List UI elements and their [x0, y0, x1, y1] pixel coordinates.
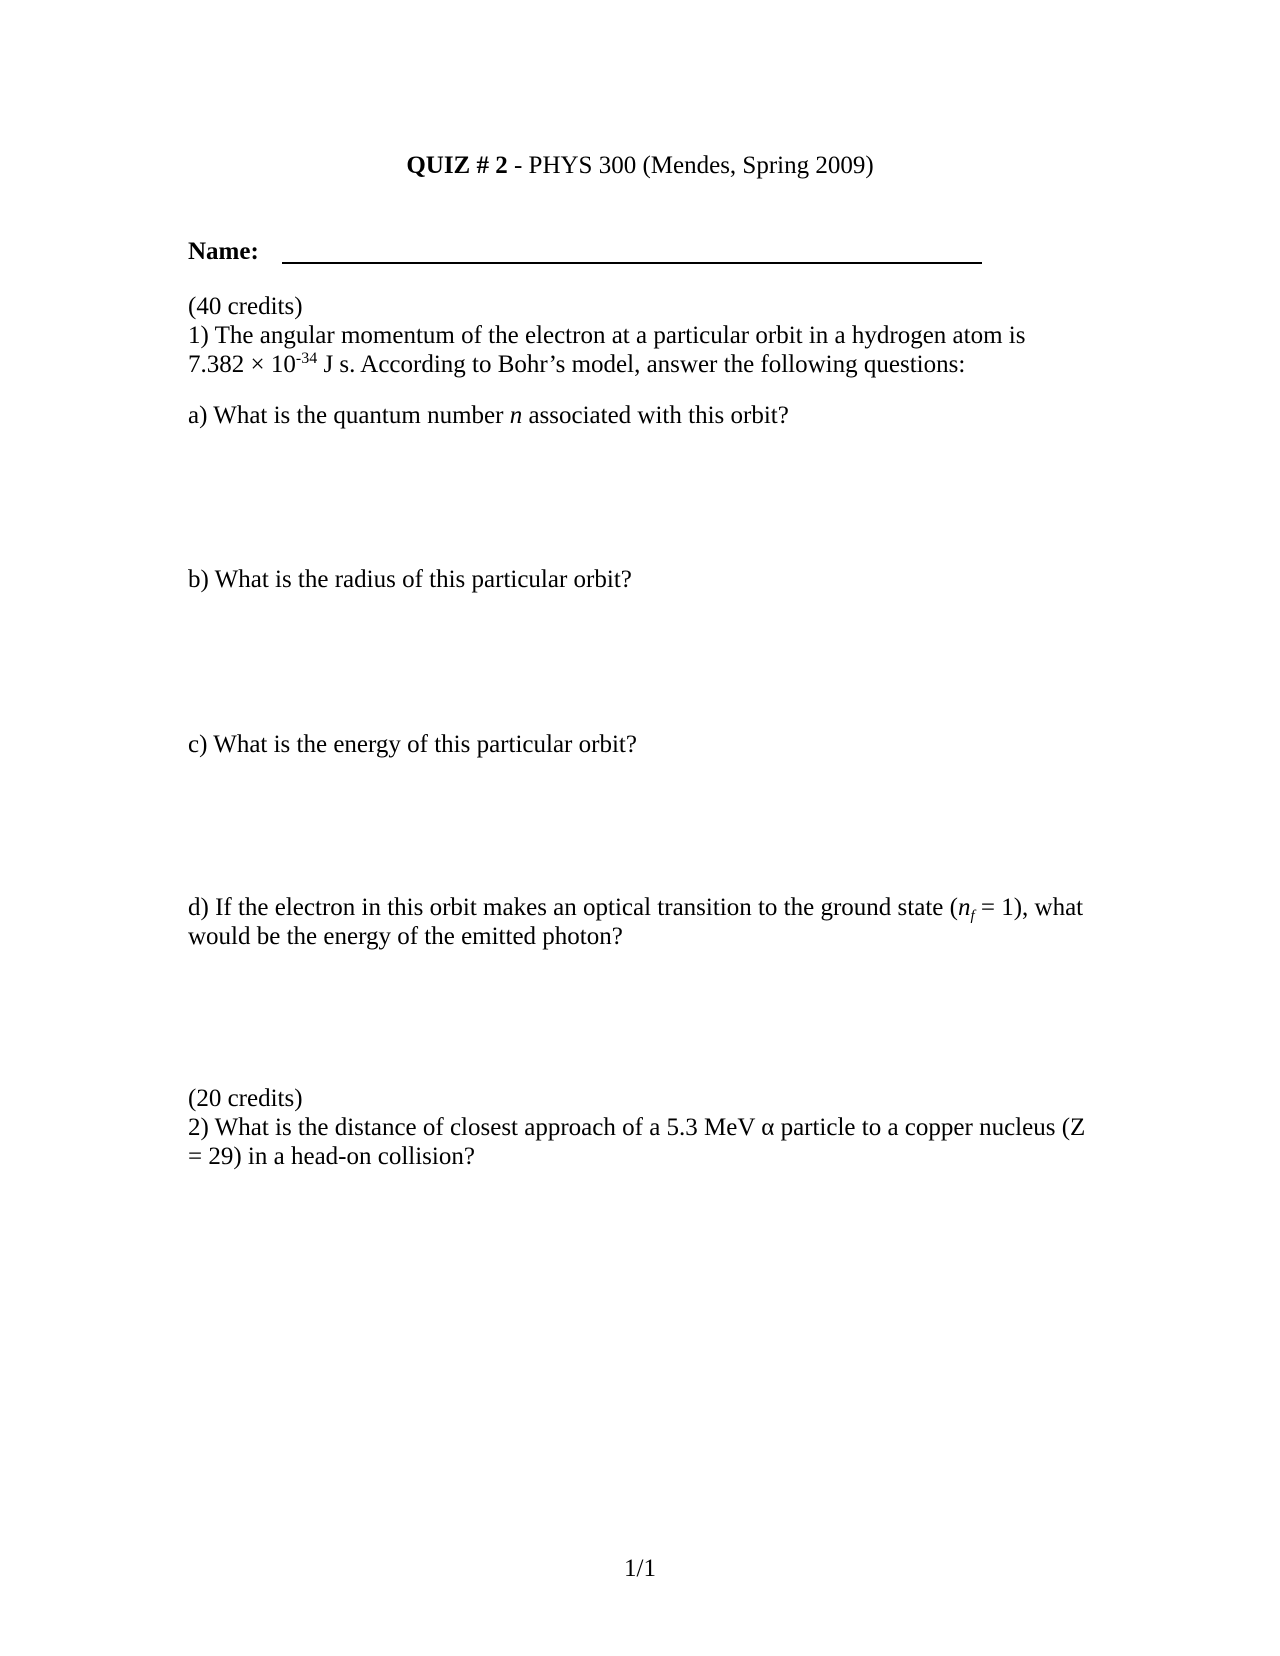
name-row	[188, 237, 259, 266]
final-state-subscript: f	[970, 908, 975, 924]
question-1-intro	[188, 292, 1108, 379]
question-1-line-2-rest: J s. According to Bohr’s model, answer the following questions:	[317, 351, 966, 378]
question-1d	[188, 893, 1108, 951]
question-1-line-2	[188, 350, 1108, 379]
quantum-number-symbol: n	[509, 402, 523, 429]
question-1c	[188, 730, 1108, 759]
question-1a-text-start: a) What is the quantum number	[188, 402, 510, 429]
question-1a	[188, 401, 1108, 430]
angular-momentum-value: 7.382 × 10	[188, 351, 296, 378]
page-number: 1/1	[624, 1555, 656, 1582]
question-1d-text-start: d) If the electron in this orbit makes an optical transition to the ground state (	[188, 894, 958, 921]
angular-momentum-exponent: -34	[295, 350, 318, 367]
final-state-symbol: n	[957, 894, 971, 921]
quiz-number: QUIZ # 2	[406, 152, 508, 179]
question-1d-text-end: = 1), what	[974, 894, 1084, 921]
question-2-line-1: 2) What is the distance of closest approach of a 5.3 MeV α particle to a copper nucleus (Z	[188, 1114, 1086, 1141]
page-title	[0, 151, 1280, 180]
question-2	[188, 1084, 1108, 1171]
question-2-line-2: = 29) in a head-on collision?	[188, 1143, 475, 1170]
question-1b	[188, 565, 1108, 594]
question-1-credits: (40 credits)	[188, 293, 303, 320]
question-1a-text-end: associated with this orbit?	[522, 402, 789, 429]
question-1c-text: c) What is the energy of this particular orbit?	[188, 731, 637, 758]
question-1-line-1: 1) The angular momentum of the electron at a particular orbit in a hydrogen atom is	[188, 322, 1026, 349]
question-1d-line-2: would be the energy of the emitted photon?	[188, 923, 623, 950]
course-info: - PHYS 300 (Mendes, Spring 2009)	[507, 152, 874, 179]
question-2-credits: (20 credits)	[188, 1085, 303, 1112]
question-1b-text: b) What is the radius of this particular orbit?	[188, 566, 632, 593]
name-label: Name:	[188, 238, 259, 265]
name-blank-line[interactable]	[282, 262, 982, 264]
